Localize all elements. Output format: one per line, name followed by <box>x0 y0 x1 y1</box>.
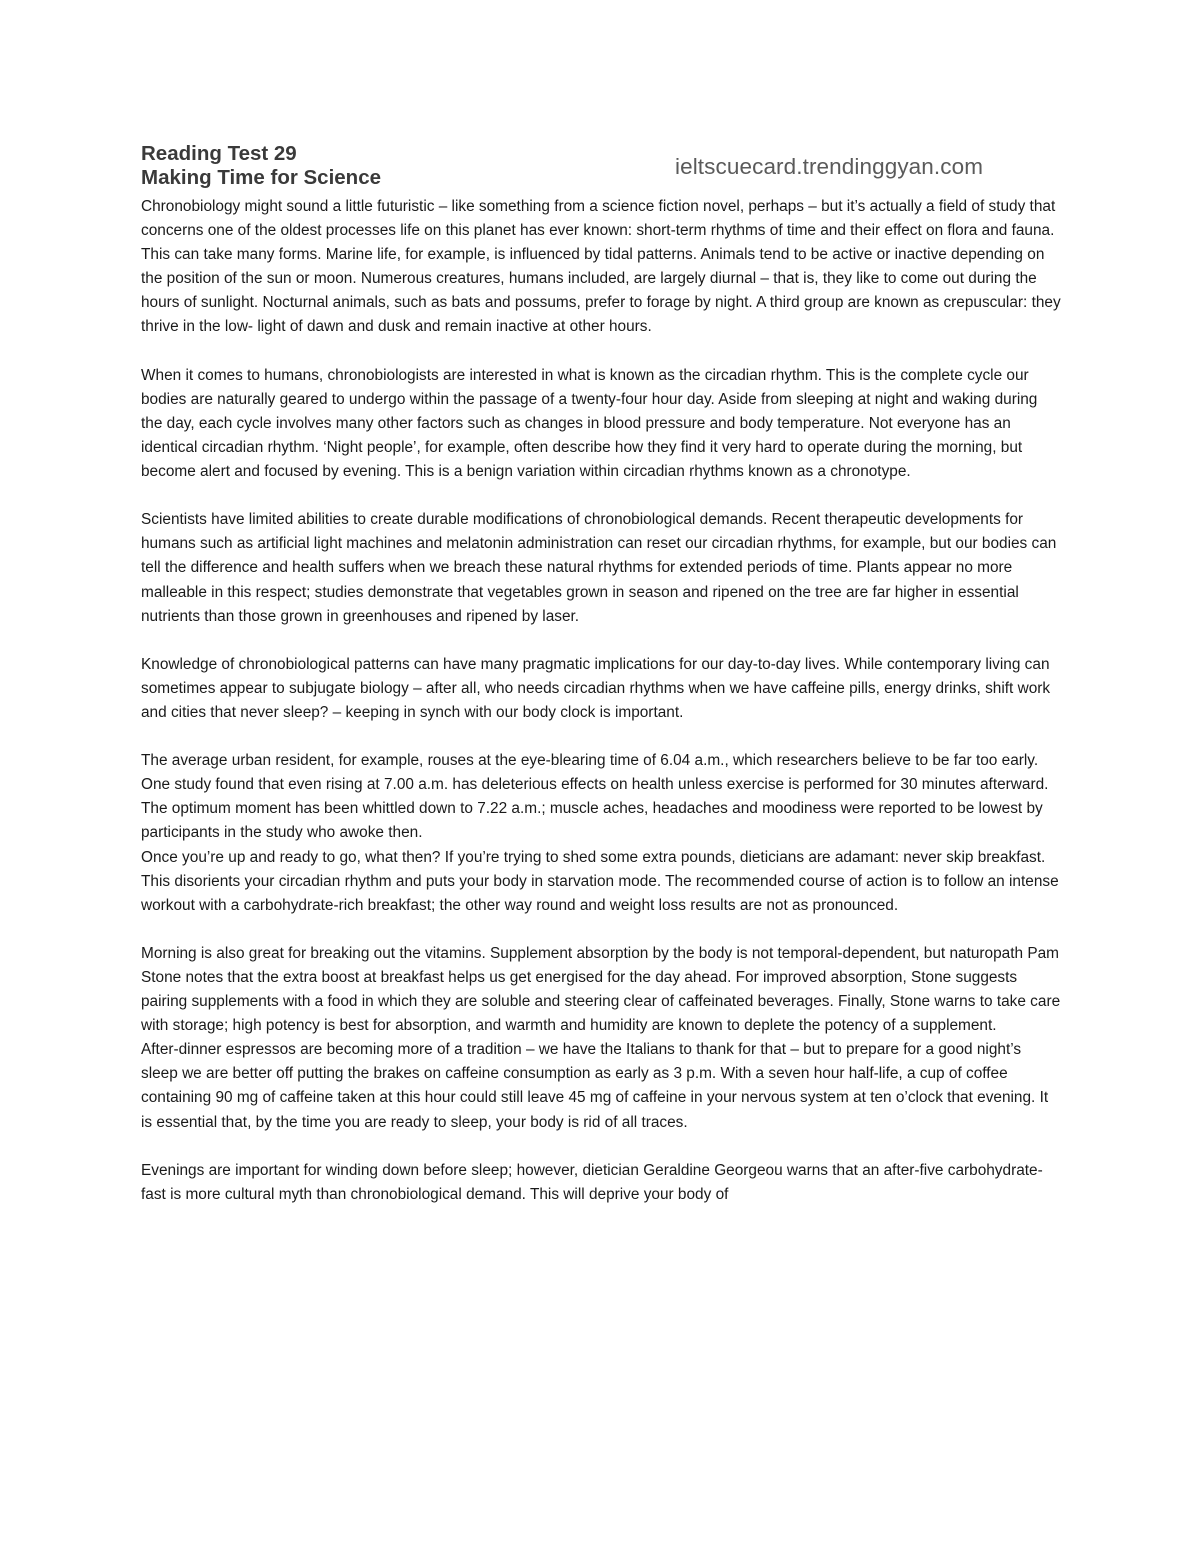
paragraph-gap <box>141 725 1061 749</box>
paragraph: Scientists have limited abilities to create durable modifications of chronobiological demands. Recent therapeutic developments for humans such as artificial light machines and melatonin administration can reset our circadian rhythms, for example, but our bodies can tell the difference and health suffers when we breach these natural rhythms for extended periods of time. Plants appear no more malleable in this respect; studies demonstrate that vegetables grown in season and ripened on the tree are far higher in essential nutrients than those grown in greenhouses and ripened by laser. <box>141 511 1057 625</box>
paragraph: After-dinner espressos are becoming more of a tradition – we have the Italians to thank for that – but to prepare for a good night’s sleep we are better off putting the brakes on caffeine consumption as early as 3 p.m. With a seven hour half-life, a cup of coffee containing 90 mg of caffeine taken at this hour could still leave 45 mg of caffeine in your nervous system at ten o’clock that evening. It is essential that, by the time you are ready to sleep, your body is rid of all traces. <box>141 1041 1049 1131</box>
paragraph-gap <box>141 918 1061 942</box>
paragraph-gap <box>141 340 1061 364</box>
paragraph: Evenings are important for winding down before sleep; however, dietician Geraldine Georgeou warns that an after-five carbohydrate-fast is more cultural myth than chronobiological demand. This will deprive your body of <box>141 1161 1043 1203</box>
site-watermark: ieltscuecard.trendinggyan.com <box>675 154 984 179</box>
paragraph: The average urban resident, for example, rouses at the eye-blearing time of 6.04 a.m., which researchers believe to be far too early. One study found that even rising at 7.00 a.m. has deleterious effects on health unless exercise is performed for 30 minutes afterward. The optimum moment has been whittled down to 7.22 a.m.; muscle aches, headaches and moodiness were reported to be lowest by participants in the study who awoke then. <box>141 752 1049 842</box>
passage-body <box>141 195 1061 1207</box>
paragraph-gap <box>141 1135 1061 1159</box>
paragraph: Morning is also great for breaking out the vitamins. Supplement absorption by the body is not temporal-dependent, but naturopath Pam Stone notes that the extra boost at breakfast helps us get energised for the day ahead. For improved absorption, Stone suggests pairing supplements with a food in which they are soluble and steering clear of caffeinated beverages. Finally, Stone warns to take care with storage; high potency is best for absorption, and warmth and humidity are known to deplete the potency of a supplement. <box>141 944 1061 1035</box>
paragraph: Once you’re up and ready to go, what then? If you’re trying to shed some extra pounds, dieticians are adamant: never skip breakfast. This disorients your circadian rhythm and puts your body in starvation mode. The recommended course of action is to follow an intense workout with a carbohydrate-rich breakfast; the other way round and weight loss results are not as pronounced. <box>141 848 1059 914</box>
paragraph: When it comes to humans, chronobiologists are interested in what is known as the circadian rhythm. This is the complete cycle our bodies are naturally geared to undergo within the passage of a twenty-four hour day. Aside from sleeping at night and waking during the day, each cycle involves many other factors such as changes in blood pressure and body temperature. Not everyone has an identical circadian rhythm. ‘Night people’, for example, often describe how they find it very hard to operate during the morning, but become alert and focused by evening. This is a benign variation within circadian rhythms known as a chronotype. <box>141 366 1038 481</box>
test-title: Reading Test 29 <box>141 142 297 165</box>
passage-title: Making Time for Science <box>141 166 382 189</box>
paragraph: Chronobiology might sound a little futuristic – like something from a science fiction novel, perhaps – but it’s actually a field of study that concerns one of the oldest processes life on this planet has ever known: short-term rhythms of time and their effect on flora and fauna. <box>141 198 1056 240</box>
paragraph: Knowledge of chronobiological patterns can have many pragmatic implications for our day-to-day lives. While contemporary living can sometimes appear to subjugate biology – after all, who needs circadian rhythms when we have caffeine pills, energy drinks, shift work and cities that never sleep? – keeping in synch with our body clock is important. <box>141 655 1051 721</box>
paragraph: This can take many forms. Marine life, for example, is influenced by tidal patterns. Animals tend to be active or inactive depending on the position of the sun or moon. Numerous creatures, humans included, are largely diurnal – that is, they like to come out during the hours of sunlight. Nocturnal animals, such as bats and possums, prefer to forage by night. A third group are known as crepuscular: they thrive in the low- light of dawn and dusk and remain inactive at other hours. <box>141 246 1061 336</box>
paragraph-gap <box>141 484 1061 508</box>
paragraph-gap <box>141 629 1061 653</box>
